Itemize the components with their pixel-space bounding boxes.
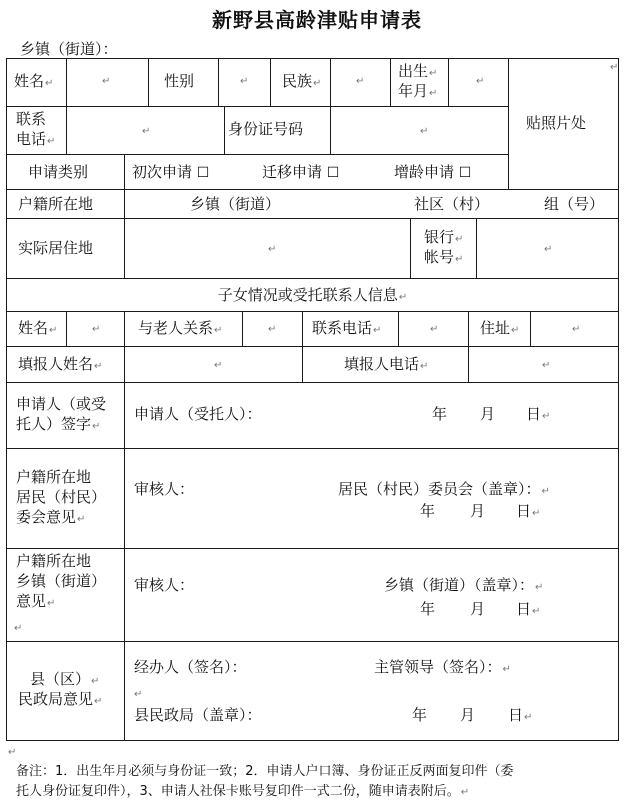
township-opinion-label-line2: 乡镇（街道） <box>16 572 107 590</box>
label-column-divider <box>124 189 125 278</box>
applicant-day: 日↵ <box>526 405 551 423</box>
table-left-border <box>6 58 7 741</box>
bank-label-line2: 帐号↵ <box>424 248 464 266</box>
committee-seal-text: 居民（村民）委员会（盖章）：↵ <box>338 480 550 498</box>
bureau-month: 月 <box>460 706 476 724</box>
address-label: 住址↵ <box>480 319 520 337</box>
para-mark: ↵ <box>610 62 619 73</box>
township-opinion-label-line1: 户籍所在地 <box>16 552 92 570</box>
committee-day: 日↵ <box>516 502 541 520</box>
para-mark: ↵ <box>142 126 151 137</box>
column-divider <box>66 58 67 106</box>
section-heading: 子女情况或受托联系人信息↵ <box>217 286 408 304</box>
label-column-divider <box>124 382 125 740</box>
column-divider <box>468 346 469 382</box>
signature-label-line1: 申请人（或受 <box>16 395 107 413</box>
column-divider <box>410 218 411 278</box>
photo-column-divider <box>508 58 509 189</box>
column-divider <box>218 58 219 106</box>
footnote-line2: 托人身份证复印件），3、申请人社保卡账号复印件一式二份，随申请表附后。↵ <box>16 784 470 799</box>
photo-placeholder-label: 贴照片处 <box>526 114 587 132</box>
committee-reviewer-label: 审核人： <box>134 480 195 498</box>
para-mark: ↵ <box>134 689 143 700</box>
column-divider <box>66 106 67 154</box>
township-month: 月 <box>470 600 486 618</box>
township-day: 日↵ <box>516 600 541 618</box>
column-divider <box>66 311 67 346</box>
para-mark: ↵ <box>8 747 17 758</box>
row-divider <box>6 382 619 383</box>
column-divider <box>124 311 125 346</box>
household-group-text: 组（号） <box>544 195 605 213</box>
township-year: 年 <box>420 600 436 618</box>
first-application-checkbox[interactable]: ☐ <box>196 165 210 181</box>
form-title: 新野县高龄津贴申请表 <box>212 8 422 32</box>
bureau-seal-label: 县民政局（盖章）： <box>134 706 262 724</box>
contact-label-line2: 电话↵ <box>16 130 56 148</box>
relation-label: 与老人关系↵ <box>138 319 223 337</box>
row-divider <box>6 106 508 107</box>
row-divider <box>6 548 619 549</box>
row-divider <box>6 641 619 642</box>
bank-label-line1: 银行↵ <box>424 228 464 246</box>
applicant-year: 年 <box>432 405 448 423</box>
row-divider <box>6 278 619 279</box>
column-divider <box>476 218 477 278</box>
column-divider <box>302 346 303 382</box>
column-divider <box>224 106 225 154</box>
township-label: 乡镇（街道）： <box>20 40 118 58</box>
committee-label-line3: 委会意见↵ <box>16 508 86 526</box>
column-divider <box>398 311 399 346</box>
transfer-application-checkbox[interactable]: ☐ <box>326 165 340 181</box>
column-divider <box>124 154 125 189</box>
para-mark: ↵ <box>268 324 277 335</box>
application-category-label: 申请类别 <box>28 163 89 181</box>
table-right-border <box>618 58 619 741</box>
column-divider <box>448 58 449 106</box>
row-divider <box>6 448 619 449</box>
row-divider <box>6 346 619 347</box>
row-divider <box>6 189 619 190</box>
para-mark: ↵ <box>430 324 439 335</box>
row-divider <box>6 218 619 219</box>
committee-label-line1: 户籍所在地 <box>16 468 92 486</box>
leader-signature-label: 主管领导（签名）：↵ <box>374 658 511 676</box>
household-community-text: 社区（村） <box>414 195 490 213</box>
township-opinion-label-line3: 意见↵ <box>16 592 56 610</box>
bureau-year: 年 <box>412 706 428 724</box>
para-mark: ↵ <box>102 76 111 87</box>
bureau-opinion-label-line1: 县（区）↵ <box>30 670 100 688</box>
filler-name-label: 填报人姓名↵ <box>18 355 103 373</box>
child-name-label: 姓名↵ <box>18 319 58 337</box>
column-divider <box>530 311 531 346</box>
handler-signature-label: 经办人（签名）： <box>134 658 247 676</box>
para-mark: ↵ <box>14 623 23 634</box>
age-increase-application-option[interactable]: 增龄申请 ☐ <box>394 163 472 181</box>
committee-month: 月 <box>470 502 486 520</box>
para-mark: ↵ <box>268 244 277 255</box>
gender-label: 性别 <box>164 72 195 90</box>
column-divider <box>270 58 271 106</box>
applicant-signature-text: 申请人（受托人）： <box>134 405 262 423</box>
application-form-table <box>6 58 619 741</box>
birth-label-line1: 出生↵ <box>398 62 438 80</box>
contact-phone-label: 联系电话↵ <box>312 319 382 337</box>
column-divider <box>330 58 331 106</box>
first-application-option[interactable]: 初次申请 ☐ <box>132 163 210 181</box>
row-divider <box>6 154 508 155</box>
column-divider <box>468 311 469 346</box>
para-mark: ↵ <box>544 244 553 255</box>
column-divider <box>242 311 243 346</box>
township-seal-text: 乡镇（街道）（盖章）：↵ <box>384 576 544 594</box>
age-increase-application-checkbox[interactable]: ☐ <box>458 165 472 181</box>
para-mark: ↵ <box>240 76 249 87</box>
filler-phone-label: 填报人电话↵ <box>344 355 429 373</box>
column-divider <box>302 311 303 346</box>
household-township-text: 乡镇（街道） <box>190 195 281 213</box>
para-mark: ↵ <box>542 360 551 371</box>
para-mark: ↵ <box>214 360 223 371</box>
name-label: 姓名↵ <box>14 72 54 90</box>
column-divider <box>390 58 391 106</box>
para-mark: ↵ <box>356 76 365 87</box>
para-mark: ↵ <box>572 324 581 335</box>
column-divider <box>148 58 149 106</box>
household-location-label: 户籍所在地 <box>18 195 94 213</box>
signature-label-line2: 托人）签字↵ <box>16 415 101 433</box>
bureau-opinion-label-line2: 民政局意见↵ <box>18 690 103 708</box>
contact-label-line1: 联系 <box>16 110 47 128</box>
committee-label-line2: 居民（村民） <box>16 488 107 506</box>
footnote-line1: 备注：1．出生年月必须与身份证一致；2．申请人户口簿、身份证正反两面复印件（委 <box>16 764 514 779</box>
footnote <box>16 762 620 803</box>
transfer-application-option[interactable]: 迁移申请 ☐ <box>262 163 340 181</box>
column-divider <box>124 346 125 382</box>
applicant-month: 月 <box>480 405 496 423</box>
bureau-day: 日↵ <box>508 706 533 724</box>
birth-label-line2: 年月↵ <box>398 82 438 100</box>
ethnicity-label: 民族↵ <box>282 72 322 90</box>
para-mark: ↵ <box>420 126 429 137</box>
id-number-label: 身份证号码 <box>228 120 304 138</box>
table-bottom-border <box>6 740 619 741</box>
table-top-border <box>6 58 619 59</box>
row-divider <box>6 311 619 312</box>
actual-residence-label: 实际居住地 <box>18 239 94 257</box>
township-reviewer-label: 审核人： <box>134 576 195 594</box>
para-mark: ↵ <box>92 324 101 335</box>
para-mark: ↵ <box>476 76 485 87</box>
column-divider <box>330 106 331 154</box>
committee-year: 年 <box>420 502 436 520</box>
